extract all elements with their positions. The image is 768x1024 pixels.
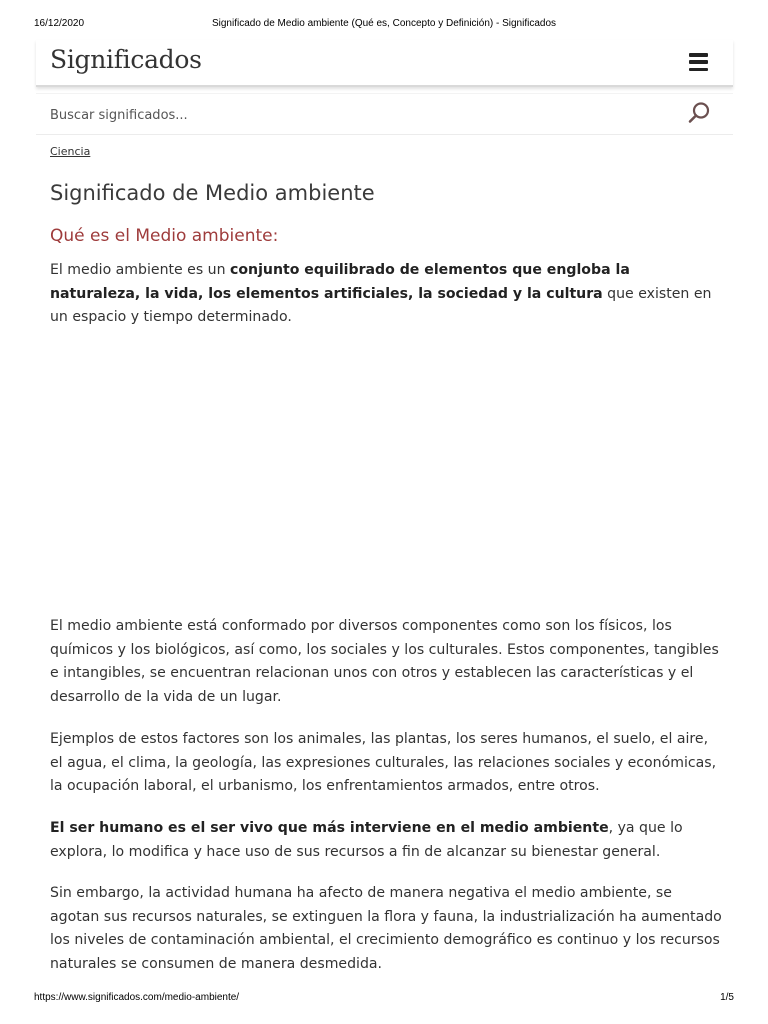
paragraph-text: que existen en un espacio y tiempo determinado. [50,285,712,325]
hamburger-menu-icon[interactable] [689,53,709,71]
article-paragraph [50,259,724,330]
print-url: https://www.significados.com/medio-ambiente/ [34,992,240,1003]
article-paragraph: Ejemplos de estos factores son los animales, las plantas, los seres humanos, el suelo, el aire, el agua, el clima, la geología, las expresiones culturales, las relaciones sociales y económicas, la ocupación laboral, el urbanismo, los enfrentamientos armados, entre otros. [50,731,717,794]
search-bar [36,93,733,135]
print-header [0,16,768,32]
page-title: Significado de Medio ambiente [50,181,375,205]
menu-bar [689,68,708,72]
paragraph-bold-text: El ser humano es el ser vivo que más interviene en el medio ambiente [50,820,609,836]
paragraph-text: , ya que lo explora, lo modifica y hace uso de sus recursos a fin de alcanzar su bienestar general. [50,820,683,860]
site-header [36,40,733,87]
ad-space [50,340,724,595]
article-paragraph: Sin embargo, la actividad humana ha afecto de manera negativa el medio ambiente, se agotan sus recursos naturales, se extinguen la flora y fauna, la industrialización ha aumentado los niveles de contaminación ambiental, el crecimiento demográfico es continuo y los recursos naturales se consumen de manera desmedida. [50,885,722,972]
article-paragraph: El medio ambiente está conformado por diversos componentes como son los físicos, los químicos y los biológicos, así como, los sociales y los culturales. Estos componentes, tangibles e intangibles, se encuentran relacionan unos con otros y establecen las características y el desarrollo de la vida de un lugar. [50,618,719,705]
paragraph-text: El medio ambiente es un [50,262,231,278]
menu-bar [689,60,708,64]
search-input[interactable] [50,100,650,130]
menu-bar [689,53,708,57]
print-title: Significado de Medio ambiente (Qué es, Concepto y Definición) - Significados [211,18,557,29]
section-heading: Qué es el Medio ambiente: [50,226,279,246]
search-icon[interactable] [687,101,711,125]
print-footer [0,992,768,1006]
print-date: 16/12/2020 [34,18,85,29]
article-paragraph [50,817,724,864]
paragraph-bold-text: conjunto equilibrado de elementos que engloba la naturaleza, la vida, los elementos artificiales, la sociedad y la cultura [50,262,630,302]
site-logo[interactable]: Significados [50,45,202,74]
breadcrumb-ciencia[interactable]: Ciencia [50,145,91,158]
print-page-number: 1/5 [720,992,734,1003]
